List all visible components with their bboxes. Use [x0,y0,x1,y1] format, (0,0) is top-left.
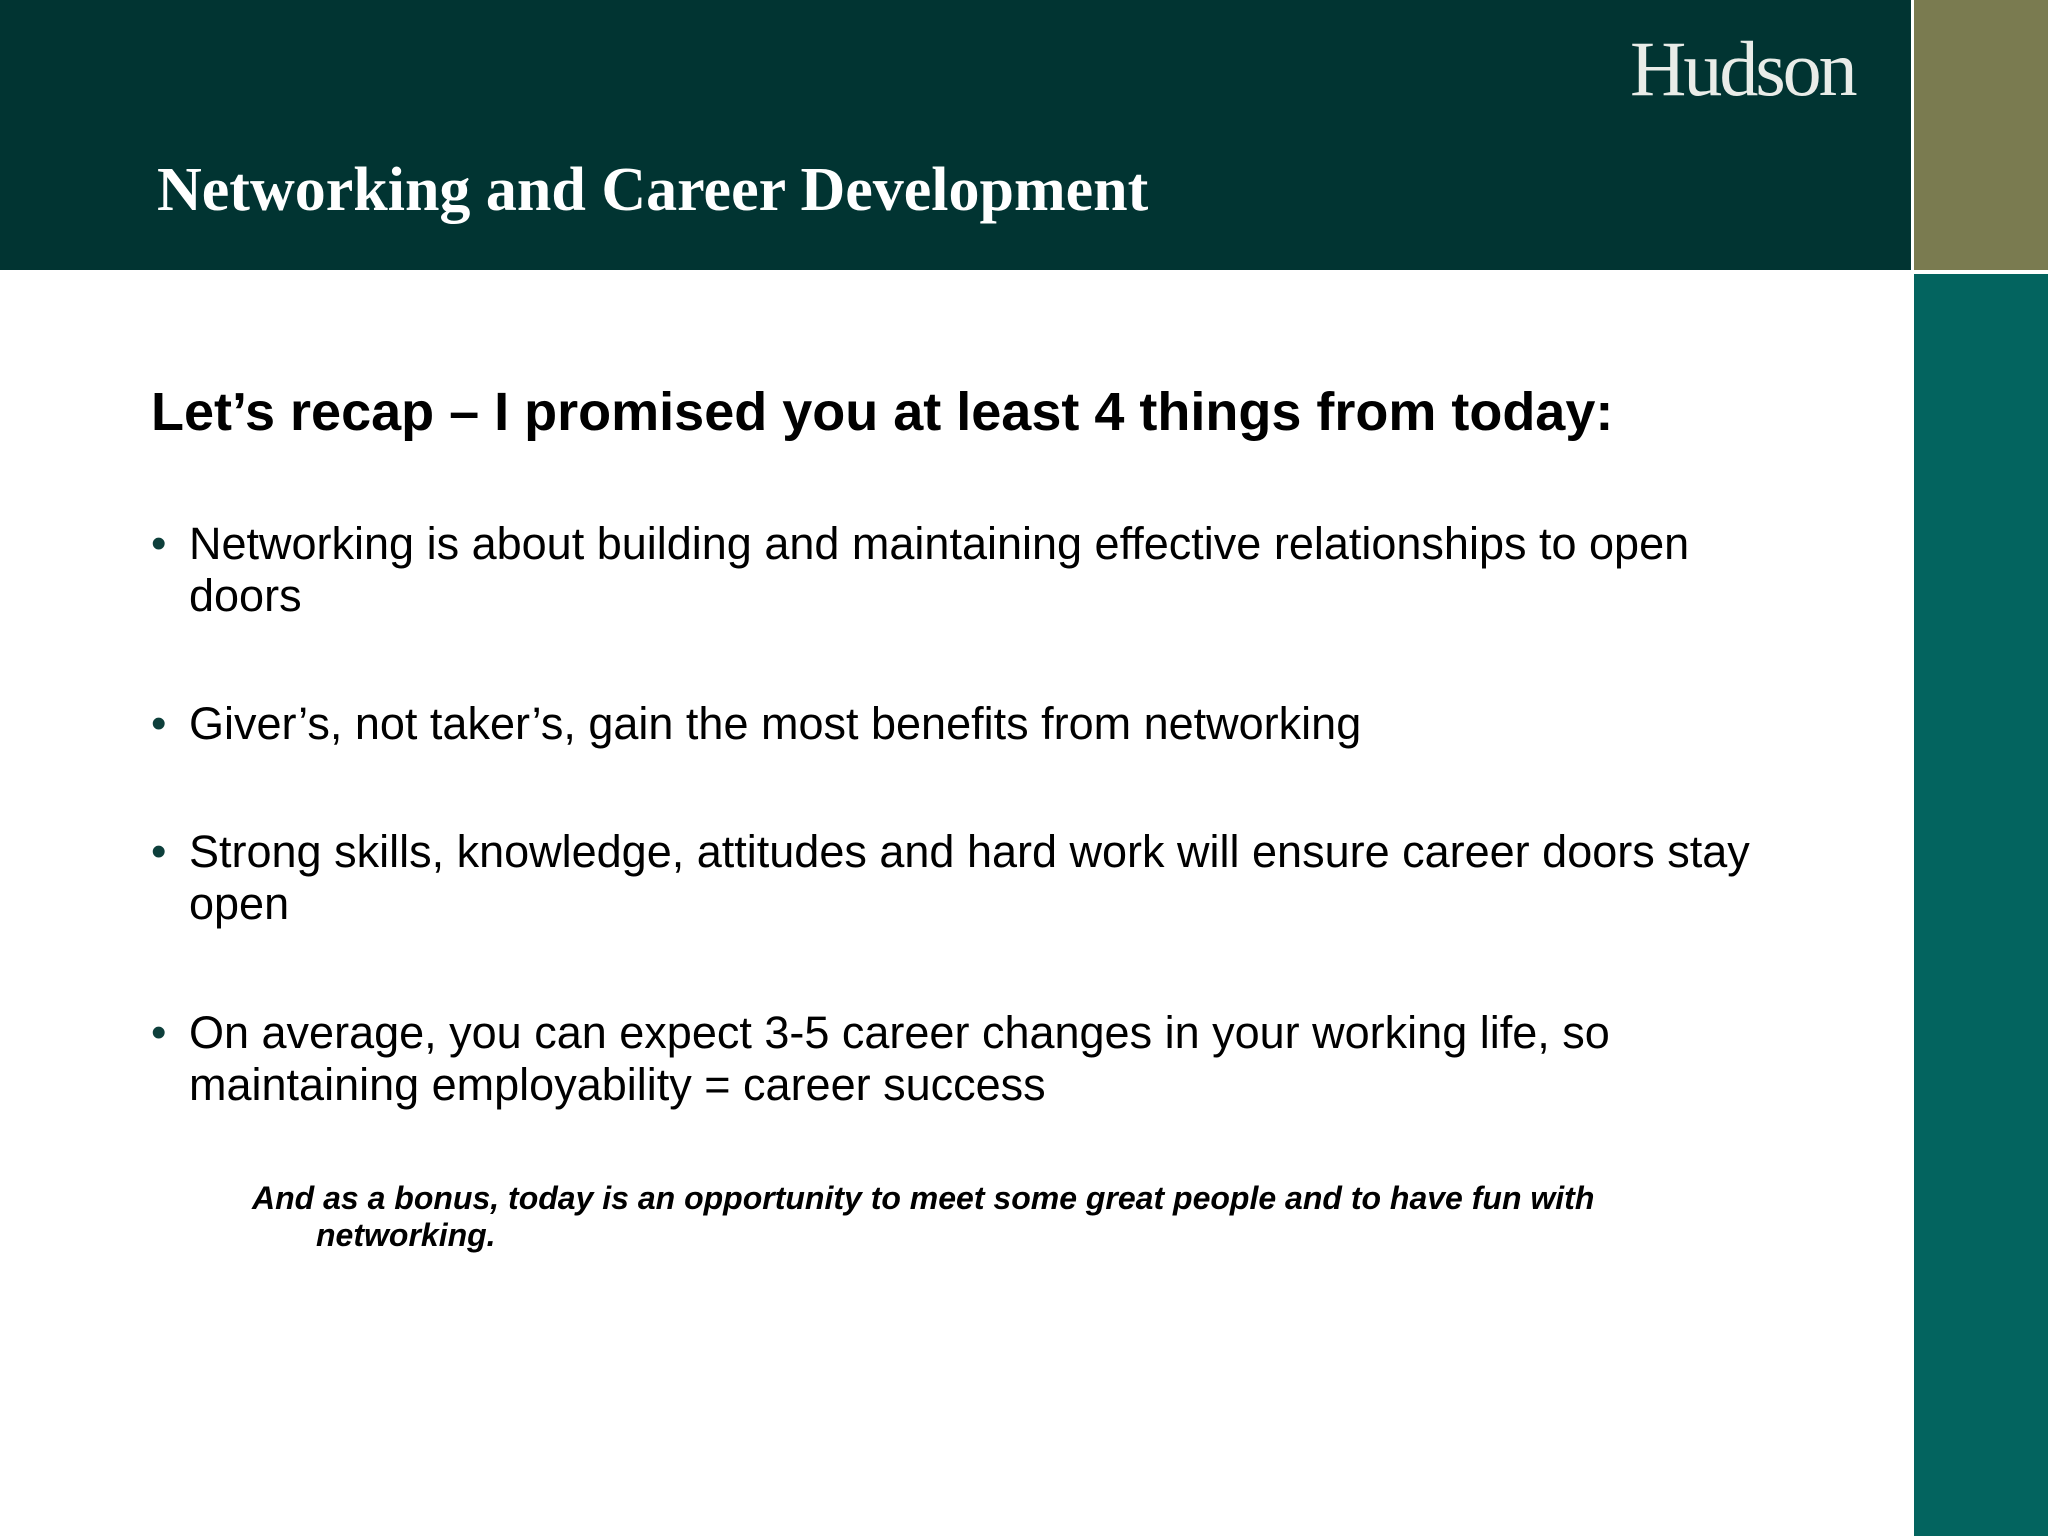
bullet-item [151,826,1801,930]
slide-title: Networking and Career Development [157,156,1149,224]
bullet-item [151,1007,1801,1111]
bullet-item [151,518,1801,622]
bullet-text: Strong skills, knowledge, attitudes and hard work will ensure career doors stay open [189,826,1750,929]
bullet-text: On average, you can expect 3-5 career changes in your working life, so maintaining employability = career success [189,1007,1610,1110]
recap-heading: Let’s recap – I promised you at least 4 things from today: [151,382,1614,442]
side-bar-bottom [1914,274,2048,1536]
side-bar-top [1914,0,2048,270]
bullet-text: Giver’s, not taker’s, gain the most benefits from networking [189,698,1362,749]
bullet-icon: • [151,1008,167,1057]
bullet-item [151,698,1801,750]
bullet-icon: • [151,827,167,876]
hudson-logo: Hudson [1630,25,1855,112]
bullet-icon: • [151,699,167,748]
header-band [0,0,1911,270]
bullet-text: Networking is about building and maintaining effective relationships to open doors [189,518,1690,621]
bonus-note: And as a bonus, today is an opportunity to meet some great people and to have fun with networking. [252,1180,1595,1253]
bullet-icon: • [151,519,167,568]
